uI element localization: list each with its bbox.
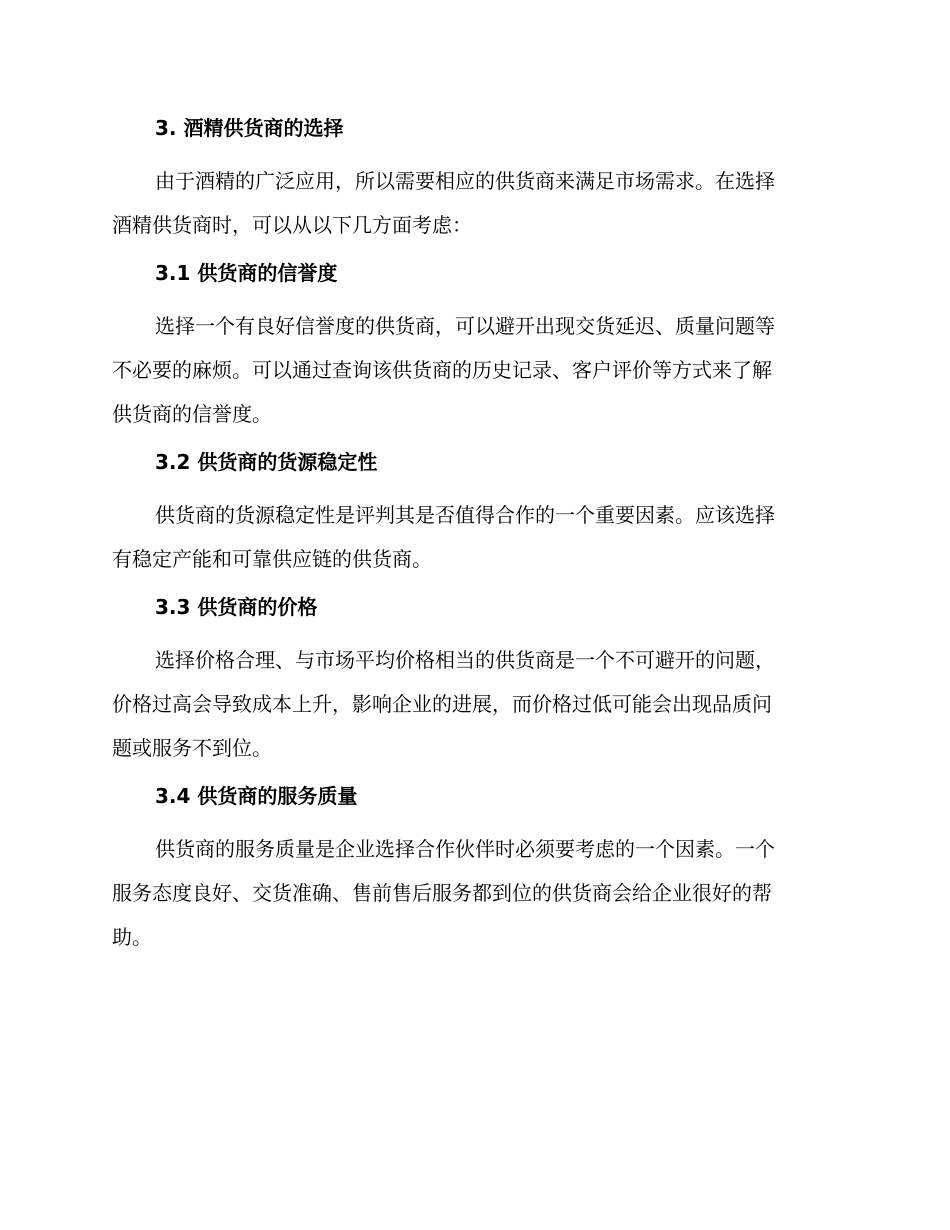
paragraph-line: 由于酒精的广泛应用，所以需要相应的供货商来满足市场需求。在选择 <box>155 169 775 193</box>
section-paragraph <box>112 159 832 247</box>
section-3-4 <box>112 780 832 959</box>
section-heading: 3.1 供货商的信誉度 <box>155 261 338 285</box>
section-heading: 3.3 供货商的价格 <box>155 595 318 619</box>
section-heading: 3. 酒精供货商的选择 <box>155 116 344 140</box>
section-paragraph <box>112 304 832 436</box>
paragraph-line: 供货商的信誉度。 <box>112 402 272 426</box>
paragraph-line: 助。 <box>112 925 152 949</box>
paragraph-line: 酒精供货商时，可以从以下几方面考虑： <box>112 213 472 237</box>
paragraph-line: 选择价格合理、与市场平均价格相当的供货商是一个不可避开的问题， <box>155 648 775 672</box>
paragraph-line: 选择一个有良好信誉度的供货商，可以避开出现交货延迟、质量问题等 <box>155 314 775 338</box>
paragraph-line: 供货商的服务质量是企业选择合作伙伴时必须要考虑的一个因素。一个 <box>155 837 775 861</box>
section-3-3 <box>112 591 832 770</box>
section-heading: 3.4 供货商的服务质量 <box>155 784 358 808</box>
section-3 <box>112 112 832 247</box>
paragraph-line: 有稳定产能和可靠供应链的供货商。 <box>112 547 432 571</box>
paragraph-line: 服务态度良好、交货准确、售前售后服务都到位的供货商会给企业很好的帮 <box>112 881 772 905</box>
document-page <box>112 112 832 969</box>
section-paragraph <box>112 493 832 581</box>
paragraph-line: 价格过高会导致成本上升，影响企业的进展，而价格过低可能会出现品质问 <box>112 692 772 716</box>
section-paragraph <box>112 638 832 770</box>
section-paragraph <box>112 827 832 959</box>
paragraph-line: 题或服务不到位。 <box>112 736 272 760</box>
section-heading: 3.2 供货商的货源稳定性 <box>155 450 378 474</box>
section-3-1 <box>112 257 832 436</box>
paragraph-line: 供货商的货源稳定性是评判其是否值得合作的一个重要因素。应该选择 <box>155 503 775 527</box>
section-3-2 <box>112 446 832 581</box>
paragraph-line: 不必要的麻烦。可以通过查询该供货商的历史记录、客户评价等方式来了解 <box>112 358 772 382</box>
